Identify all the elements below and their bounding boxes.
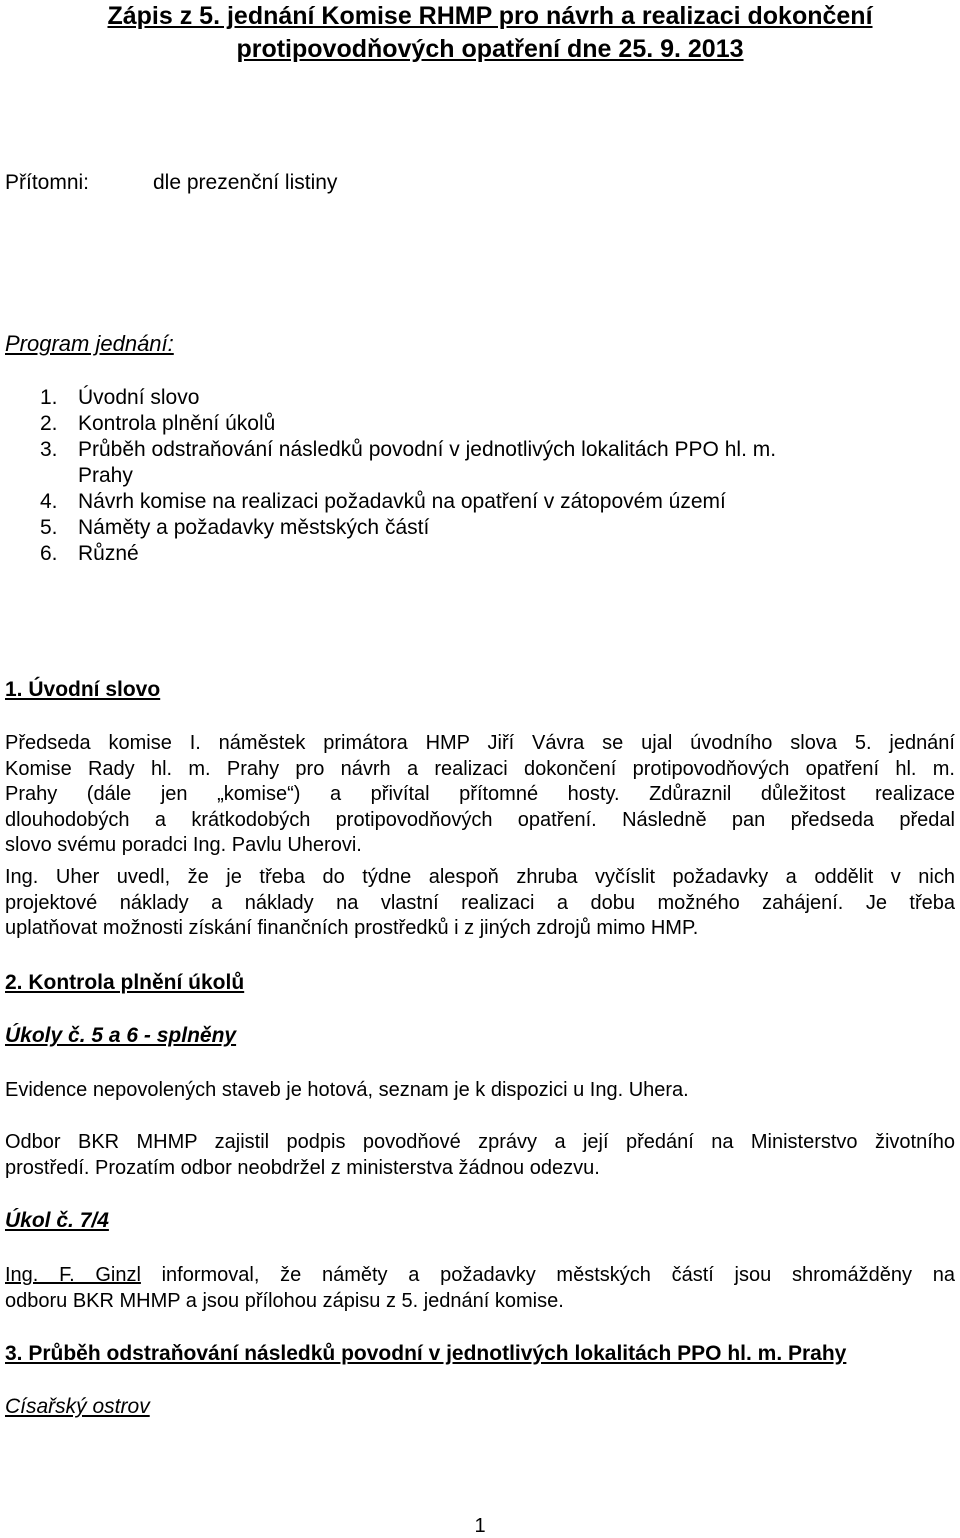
document-title xyxy=(30,0,950,66)
agenda-item: 2. Kontrola plnění úkolů xyxy=(40,412,276,435)
page-number: 1 xyxy=(474,1515,486,1537)
text-line: odboru BKR MHMP a jsou přílohou zápisu z 5. jednání komise. xyxy=(5,1289,564,1312)
title-line-2: protipovodňových opatření dne 25. 9. 2013 xyxy=(236,35,744,63)
section-3-heading: 3. Průběh odstraňování následků povodní v jednotlivých lokalitách PPO hl. m. Prahy xyxy=(5,1342,847,1365)
section-1-paragraph-2 xyxy=(5,865,955,942)
task-heading-5-6: Úkoly č. 5 a 6 - splněny xyxy=(5,1024,237,1047)
text-line: dlouhodobých a krátkodobých protipovodňových opatření. Následně pan předseda předal xyxy=(5,808,955,831)
agenda-list xyxy=(40,385,776,567)
agenda-item: 1. Úvodní slovo xyxy=(40,386,200,409)
text-line: projektové náklady a náklady na vlastní realizaci a dobu možného zahájení. Je třeba xyxy=(5,891,955,914)
text-line: Předseda komise I. náměstek primátora HMP Jiří Vávra se ujal úvodního slova 5. jednání xyxy=(5,732,955,754)
text-line: slovo svému poradci Ing. Pavlu Uherovi. xyxy=(5,834,362,856)
text-line: Evidence nepovolených staveb je hotová, seznam je k dispozici u Ing. Uhera. xyxy=(5,1079,689,1101)
agenda-item: 6. Různé xyxy=(40,542,139,565)
attendees-value: dle prezenční listiny xyxy=(153,171,338,194)
text-line: Prahy (dále jen „komise“) a přivítal přítomné hosty. Zdůraznil důležitost realizace xyxy=(5,783,955,805)
text-line: Odbor BKR MHMP zajistil podpis povodňové zprávy a její předání na Ministerstvo životního xyxy=(5,1131,955,1153)
section-1-heading: 1. Úvodní slovo xyxy=(5,678,161,701)
title-line-1: Zápis z 5. jednání Komise RHMP pro návrh a realizaci dokončení xyxy=(107,2,873,30)
text-line: prostředí. Prozatím odbor neobdržel z ministerstva žádnou odezvu. xyxy=(5,1156,600,1179)
task-5-6-paragraph-1 xyxy=(5,1078,955,1104)
agenda-item: 5. Náměty a požadavky městských částí xyxy=(40,516,430,539)
agenda-item: 3. Průběh odstraňování následků povodní v jednotlivých lokalitách PPO hl. m. Prahy xyxy=(40,438,777,487)
person-name: Ing. F. Ginzl xyxy=(5,1264,141,1286)
text-line: uplatňovat možnosti získání finančních prostředků i z jiných zdrojů mimo HMP. xyxy=(5,917,699,939)
text-line: Ing. F. Ginzl informoval, že náměty a požadavky městských částí jsou shromážděny na xyxy=(5,1264,955,1286)
task-5-6-paragraph-2 xyxy=(5,1130,955,1181)
task-heading-7-4: Úkol č. 7/4 xyxy=(5,1209,109,1232)
section-2-heading: 2. Kontrola plnění úkolů xyxy=(5,971,245,994)
section-3-subheading: Císařský ostrov xyxy=(5,1395,150,1418)
text-line: Komise Rady hl. m. Prahy pro návrh a realizaci dokončení protipovodňových opatření hl. m. xyxy=(5,757,955,780)
text-line: Ing. Uher uvedl, že je třeba do týdne alespoň zhruba vyčíslit požadavky a oddělit v nich xyxy=(5,866,955,888)
attendees-label: Přítomni: xyxy=(5,171,90,194)
agenda-item: 4. Návrh komise na realizaci požadavků na opatření v zátopovém území xyxy=(40,490,726,513)
program-heading: Program jednání: xyxy=(5,331,174,356)
section-1-paragraph-1 xyxy=(5,731,955,859)
task-7-4-paragraph xyxy=(5,1263,955,1314)
